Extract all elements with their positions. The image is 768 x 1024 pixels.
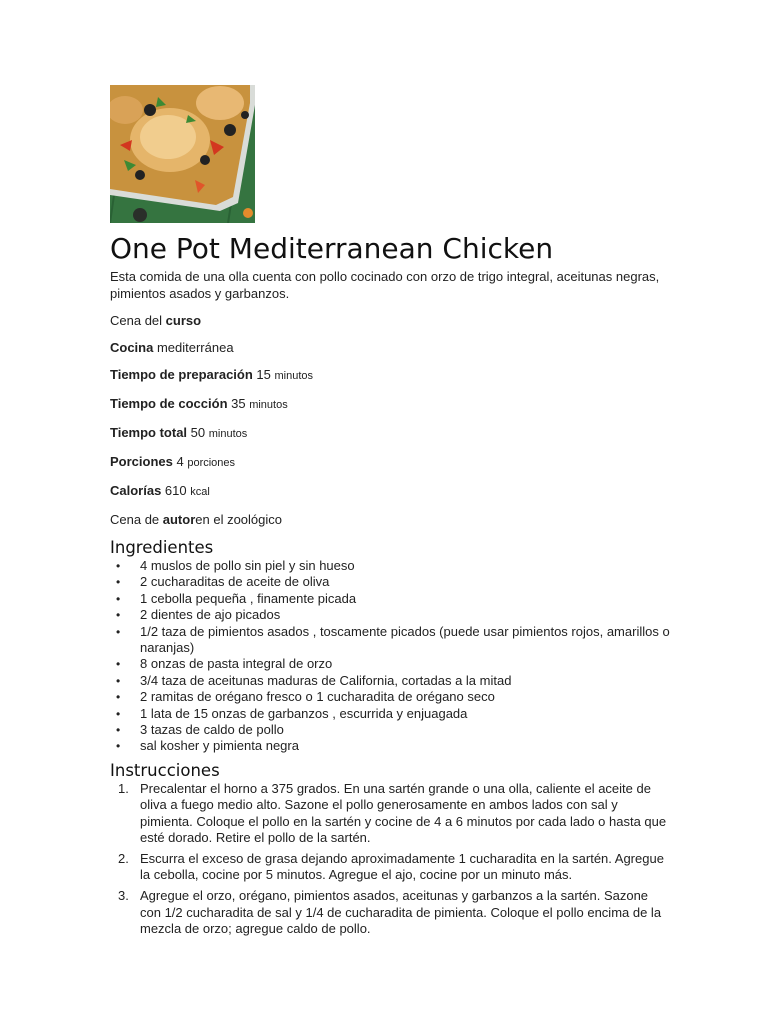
- step-number: 2.: [118, 851, 129, 866]
- course-prefix: Cena del: [110, 313, 166, 328]
- author-prefix: Cena de: [110, 512, 163, 527]
- ingredient-item: • 2 cucharaditas de aceite de oliva: [140, 574, 670, 590]
- ingredient-item: • 3/4 taza de aceitunas maduras de California, cortadas a la mitad: [140, 673, 670, 689]
- prep-time-unit: minutos: [274, 370, 314, 382]
- calories-label: Calorías: [110, 483, 162, 498]
- total-time-row: [110, 424, 670, 443]
- ingredient-item: • 1 lata de 15 onzas de garbanzos , escurrida y enjuagada: [140, 706, 670, 722]
- ingredient-item: • 1 cebolla pequeña , finamente picada: [140, 591, 670, 607]
- ingredient-item: • 1/2 taza de pimientos asados , toscamente picados (puede usar pimientos rojos, amarillos o naranjas): [140, 624, 670, 657]
- instruction-step: [118, 851, 670, 884]
- step-number: 3.: [118, 888, 129, 904]
- course-row: [110, 312, 670, 329]
- step-text: Escurra el exceso de grasa dejando aproximadamente 1 cucharadita en la sartén. Agregue la cebolla, cocine por 5 minutos. Agregue el ajo, cocine por un minuto más.: [140, 851, 664, 883]
- step-text: Precalentar el horno a 375 grados. En una sartén grande o una olla, caliente el aceite de oliva a fuego medio alto. Sazone el pollo generosamente en ambos lados con sal y pimienta. Coloque el pollo en la sartén y cocine de 4 a 6 minutos por cada lado o hasta que esté dorado. Retire el pollo de la sartén.: [140, 780, 667, 846]
- prep-time-label: Tiempo de preparación: [110, 367, 253, 382]
- prep-time-value: 15: [252, 367, 275, 382]
- instruction-step: [118, 888, 670, 937]
- ingredient-item: • 3 tazas de caldo de pollo: [140, 722, 670, 738]
- servings-unit: porciones: [187, 457, 236, 469]
- ingredients-heading: Ingredientes: [110, 538, 214, 557]
- instruction-step: [118, 780, 670, 847]
- recipe-title: One Pot Mediterranean Chicken: [110, 232, 554, 265]
- servings-label: Porciones: [110, 454, 173, 469]
- ingredient-item: • 4 muslos de pollo sin piel y sin hueso: [140, 558, 670, 574]
- ingredient-item: • 2 dientes de ajo picados: [140, 607, 670, 623]
- step-number: 1.: [118, 780, 129, 796]
- recipe-photo: [110, 85, 255, 223]
- ingredients-list: [110, 558, 670, 755]
- ingredient-item: • sal kosher y pimienta negra: [140, 738, 670, 754]
- recipe-description: Esta comida de una olla cuenta con pollo cocinado con orzo de trigo integral, aceitunas negras, pimientos asados y garbanzos.: [110, 269, 660, 301]
- cuisine-label: Cocina: [110, 340, 154, 355]
- cuisine-value: mediterránea: [153, 340, 234, 355]
- step-text: Agregue el orzo, orégano, pimientos asados, aceitunas y garbanzos a la sartén. Sazone con 1/2 cucharadita de sal y 1/4 de cucharadita de pimienta. Coloque el pollo encima de la mezcla de orzo; agregue caldo de pollo.: [140, 888, 662, 937]
- author-label: autor: [162, 512, 196, 527]
- author-row: [110, 511, 670, 528]
- cook-time-unit: minutos: [249, 399, 288, 411]
- recipe-page: [110, 85, 670, 942]
- prep-time-row: [110, 366, 670, 385]
- ingredient-item: • 8 onzas de pasta integral de orzo: [140, 656, 670, 672]
- author-suffix: en el zoológico: [195, 512, 282, 527]
- cook-time-value: 35: [227, 396, 250, 411]
- total-time-label: Tiempo total: [110, 425, 188, 440]
- instructions-list: [110, 781, 670, 938]
- ingredient-item: • 2 ramitas de orégano fresco o 1 cucharadita de orégano seco: [140, 689, 670, 705]
- cook-time-row: [110, 395, 670, 414]
- servings-value: 4: [172, 454, 188, 469]
- servings-row: [110, 453, 670, 472]
- calories-row: [110, 482, 670, 501]
- course-label: curso: [165, 313, 202, 328]
- instructions-heading: Instrucciones: [110, 760, 220, 780]
- calories-value: 610: [161, 483, 191, 498]
- cuisine-row: [110, 339, 670, 356]
- total-time-value: 50: [187, 425, 209, 440]
- calories-unit: kcal: [190, 486, 210, 498]
- total-time-unit: minutos: [208, 428, 248, 440]
- cook-time-label: Tiempo de cocción: [110, 396, 228, 411]
